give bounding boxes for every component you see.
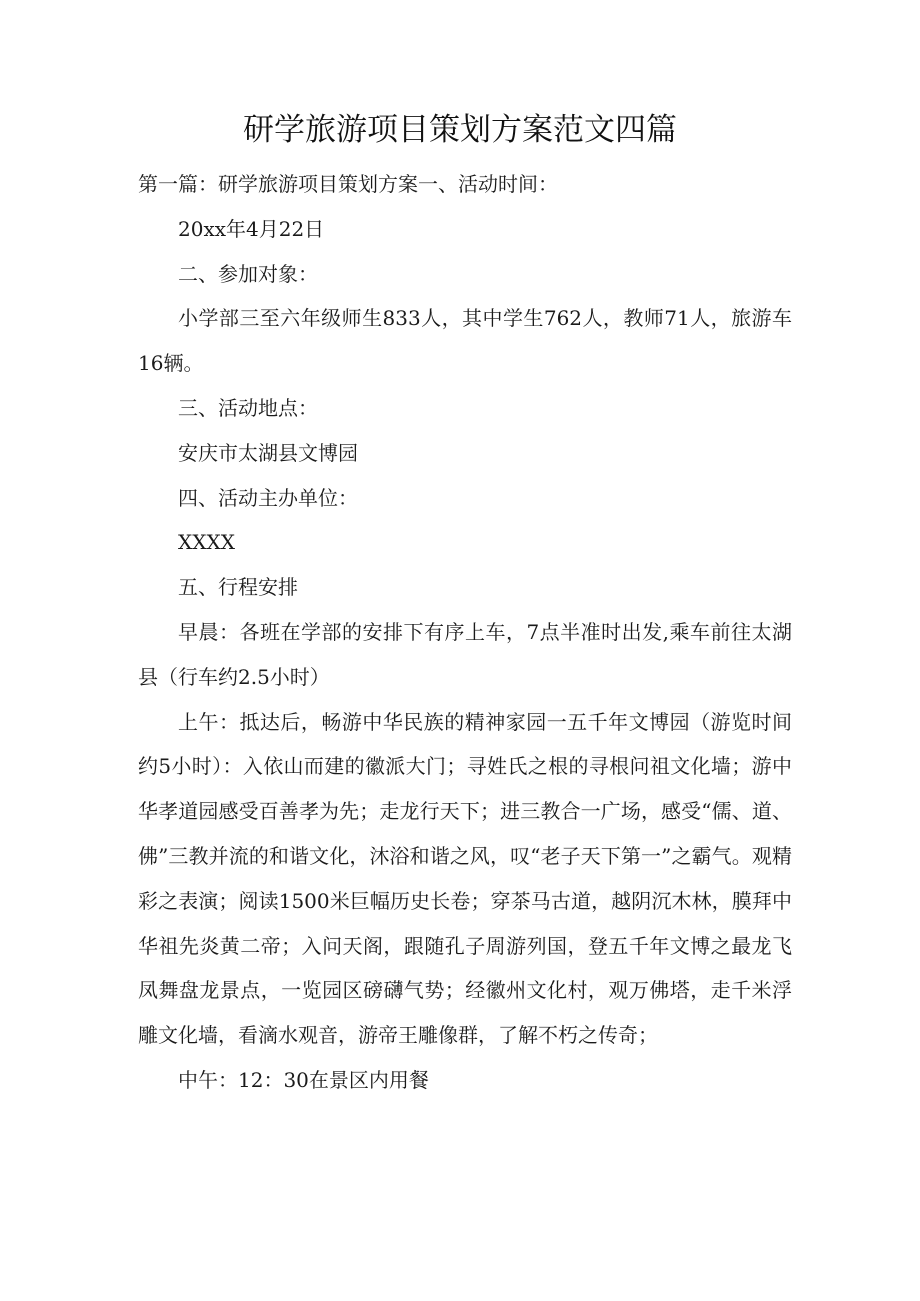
paragraph-participants: 小学部三至六年级师生833人，其中学生762人，教师71人，旅游车16辆。: [138, 306, 792, 376]
paragraph-participants-heading: 二、参加对象：: [178, 261, 318, 286]
paragraph-heading-first-part: 第一篇：研学旅游项目策划方案一、活动时间：: [138, 172, 558, 196]
paragraph-morning-early: 早晨：各班在学部的安排下有序上车，7点半准时出发,乘车前往太湖县（行车约2.5小时）: [138, 619, 792, 689]
paragraph-location: 安庆市太湖县文博园: [178, 440, 358, 465]
paragraph-schedule-heading: 五、行程安排: [178, 575, 298, 600]
paragraph-noon: 中午：12：30在景区内用餐: [178, 1067, 429, 1092]
paragraph-morning: 上午：抵达后，畅游中华民族的精神家园一五千年文博园（游览时间约5小时）：入依山而建的徽派大门；寻姓氏之根的寻根问祖文化墙；游中华孝道园感受百善孝为先；走龙行天下；进三教合一广场，感受“儒、道、佛”三教并流的和谐文化，沐浴和谐之风，叹“老子天下第一”之霸气。观精彩之表演；阅读1500米巨幅历史长卷；穿茶马古道，越阴沉木林，膜拜中华祖先炎黄二帝；入问天阁，跟随孔子周游列国，登五千年文博之最龙飞凤舞盘龙景点，一览园区磅礴气势；经徽州文化村，观万佛塔，走千米浮雕文化墙，看滴水观音，游帝王雕像群，了解不朽之传奇；: [138, 709, 792, 1048]
paragraph-location-heading: 三、活动地点：: [178, 395, 318, 420]
paragraph-organizer-heading: 四、活动主办单位：: [178, 485, 358, 510]
paragraph-organizer: XXXX: [178, 530, 235, 555]
paragraph-activity-date: 20xx年4月22日: [178, 216, 325, 241]
document-title: 研学旅游项目策划方案范文四篇: [243, 112, 677, 148]
document-body: [138, 162, 792, 1103]
